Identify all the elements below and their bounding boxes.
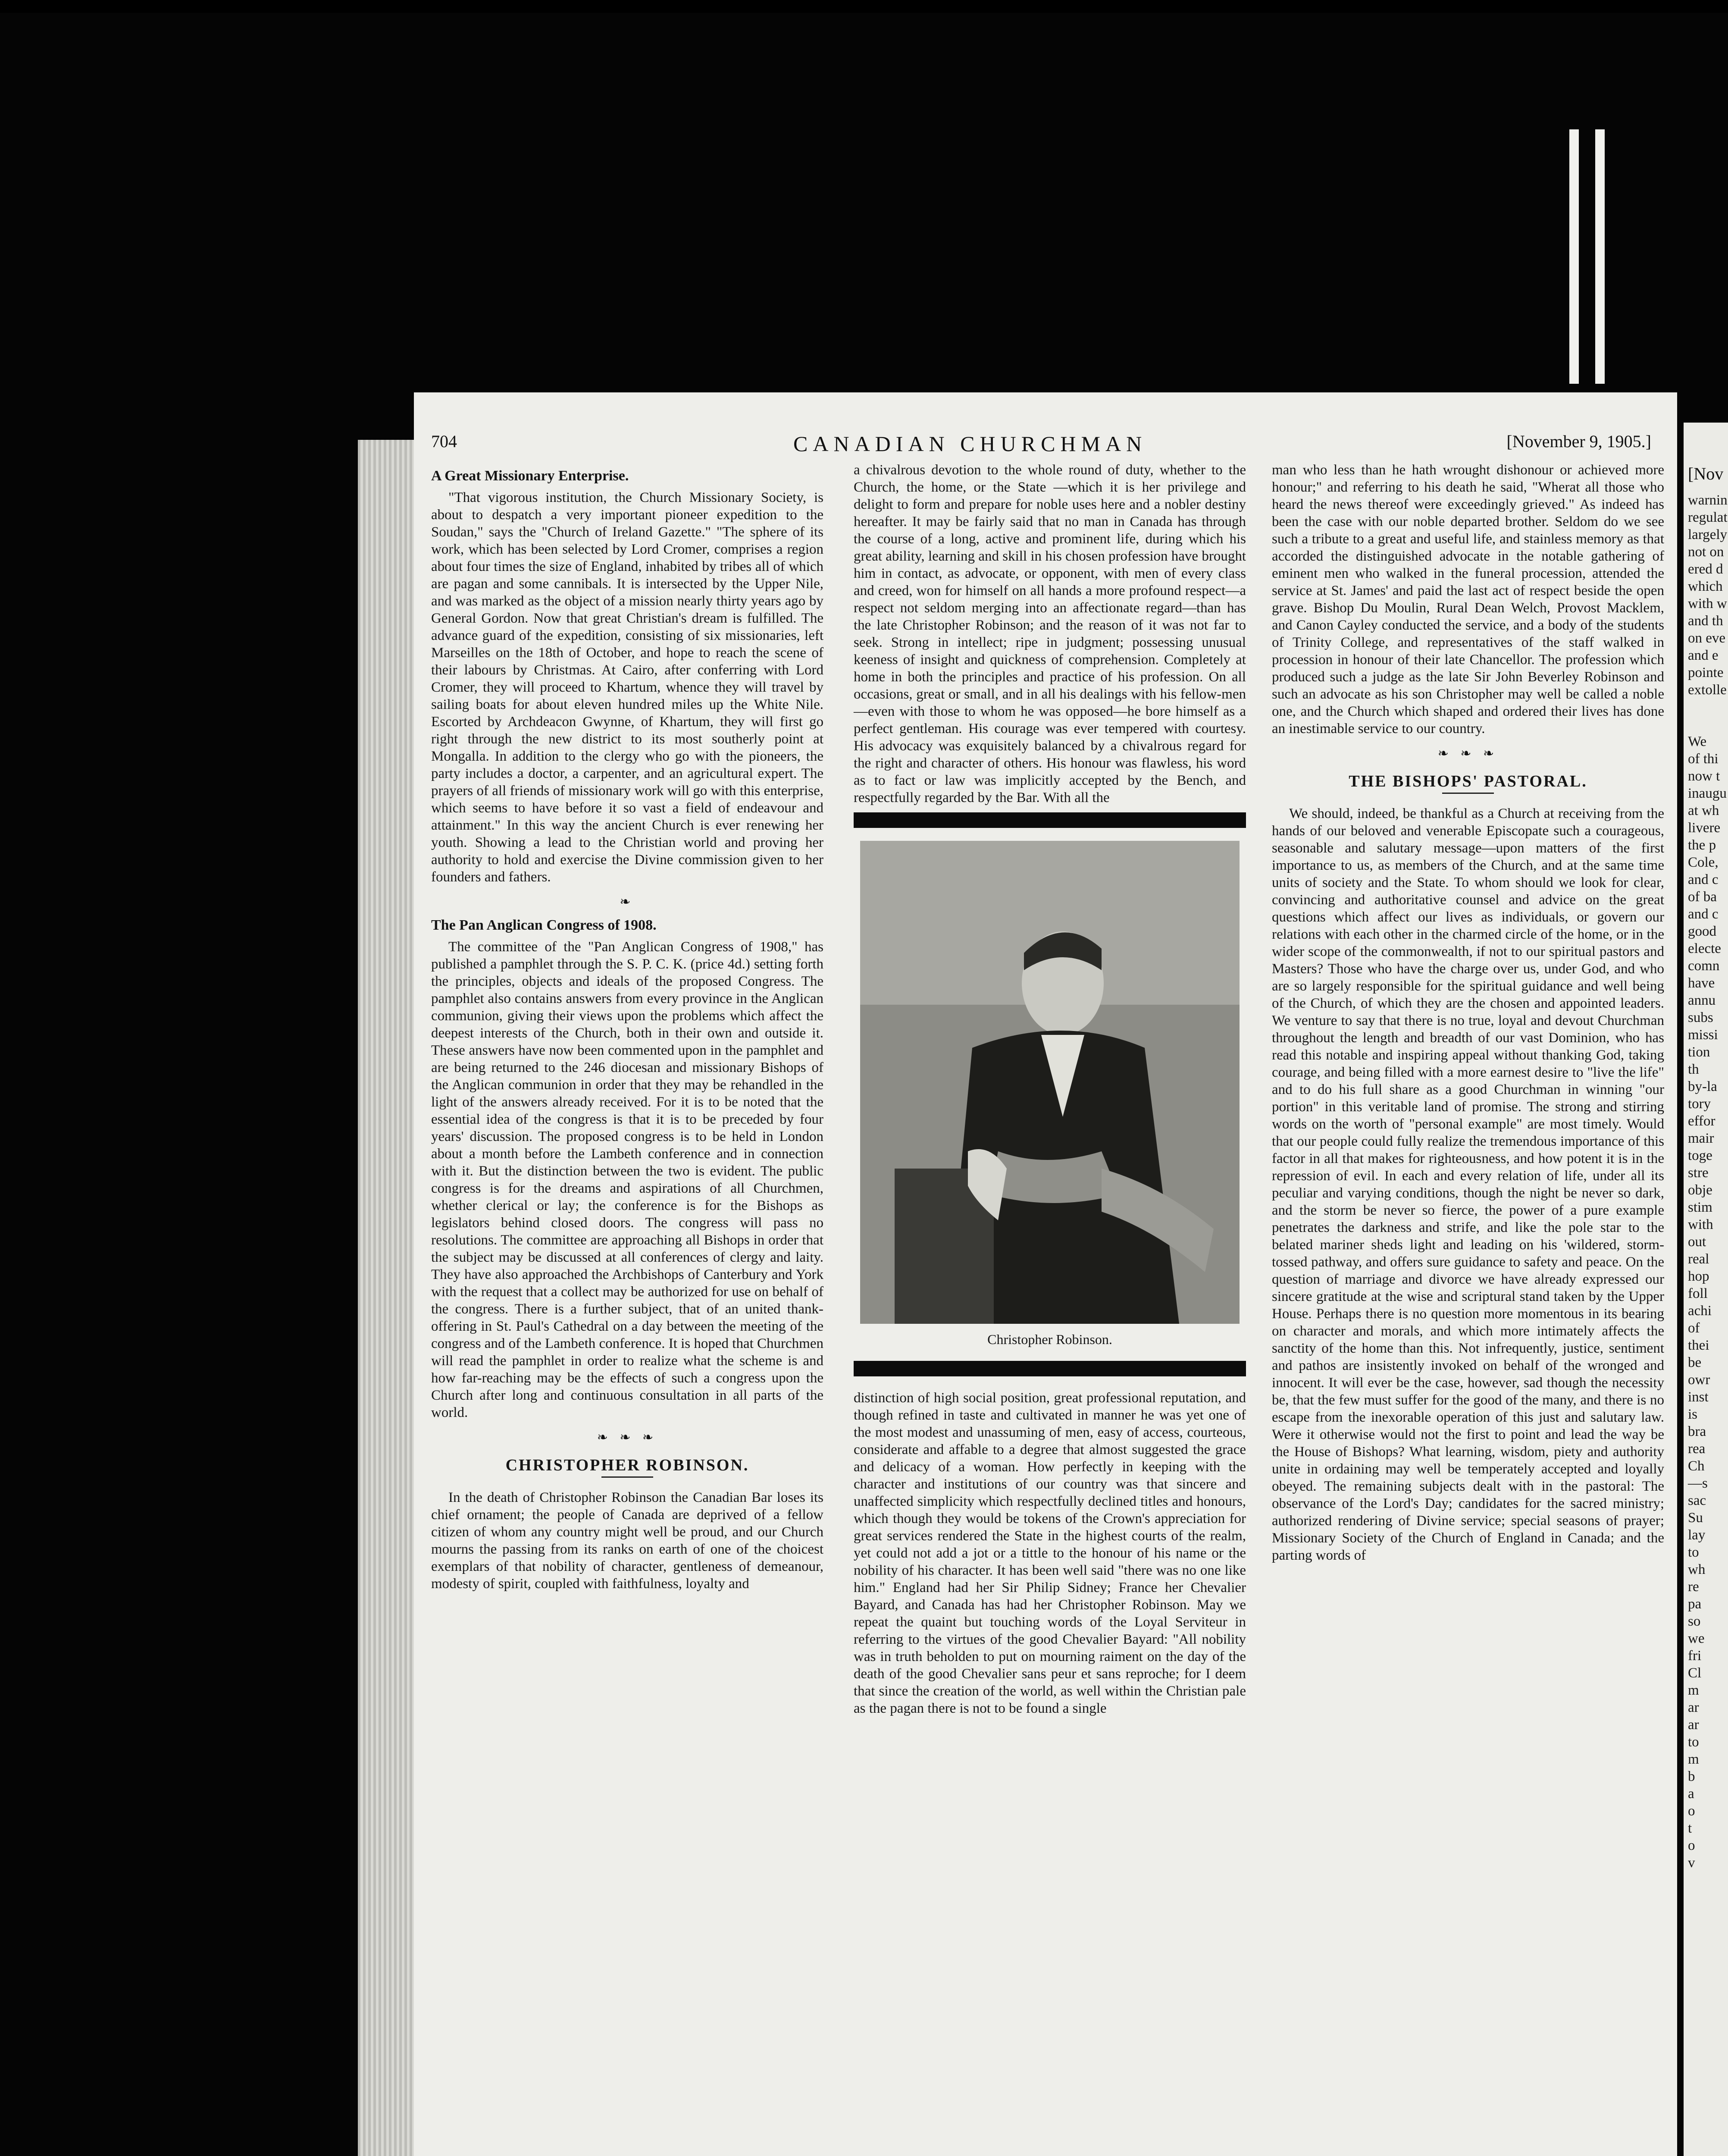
article-body-missionary: "That vigorous institution, the Church Missionary Society, is about to despatch a very important pioneer expedition to the Soudan," says the "Church of Ireland Gazette." "The sphere of its work, which has been selected by Lord Cromer, comprises a region about four times the size of England, inhabited by tribes all of which are pagan and some cannibals. It is intersected by the Upper Nile, and was marked as the object of a mission nearly thirty years ago by General Gordon. Now that great Christian's dream is fulfilled. The advance guard of the expedition, consisting of six missionaries, left Marseilles on the 18th of October, and hope to reach the scene of their labours by Christmas. At Cairo, after conferring with Lord Cromer, they will proceed to Khartum, whence they will travel by sailing boats for about eleven hundred miles up the White Nile. Escorted by Archdeacon Gwynne, of Khartum, they will first go right through the new district to its most southerly point at Mongalla. In addition to the clergy who go with the pioneers, the party includes a doctor, a carpenter, and an agricultural expert. The prayers of all friends of missionary work will go with this enterprise, which seems to have before it so vast a field of endeavour and attainment." In this way the ancient Church is ever renewing her youth. Showing a lead to the Christian world and proving her authority to hold and exercise the Divine commission given to her founders and fathers. <box>431 490 823 885</box>
article-body-robinson-part3: distinction of high social position, great professional reputation, and though refined in taste and cultivated in manner he was yet one of the most modest and unassuming of men, easy of access, courteous, considerate and affable to a degree that almost suggested the grace and delicacy of a woman. How perfectly in keeping with the character and institutions of our country was that sincere and unaffected simplicity which respectfully declined titles and honours, which though they would be tokens of the Crown's appreciation for great services rendered the State in the highest courts of the realm, yet could not add a jot or a tittle to the honour of his name or the nobility of his character. It has been well said "there was no one like him." England had her Sir Philip Sidney; France her Chevalier Bayard, and Canada has had her Christopher Robinson. May we repeat the quaint but touching words of the Loyal Serviteur in referring to the virtues of the good Chevalier Bayard: "All nobility was in truth beholden to put on mourning raiment on the day of the death of the good Chevalier sans peur et sans reproche; for I deem that since the creation of the world, as well within the Christian pale as the pagan there is not to be found a single <box>854 1390 1246 1716</box>
adjacent-page-line: to <box>1688 1734 1699 1750</box>
adjacent-page-line: owr <box>1688 1372 1710 1388</box>
adjacent-page-line: we <box>1688 1631 1705 1646</box>
adjacent-page-line: Su <box>1688 1510 1703 1526</box>
adjacent-page-line: by-la <box>1688 1079 1717 1094</box>
article-body-robinson-part2: a chivalrous devotion to the whole round of duty, whether to the Church, the home, or the State —which it is her privilege and delight to form and prepare for noble uses here and a nobler destiny hereafter. It may be fairly said that no man in Canada has through the course of a long, active and prominent life, during which his great ability, learning and skill in his chosen profession have brought him in contact, as advocate, or opponent, with men of every class and creed, won for himself on all hands a more profound respect—a respect not seldom merging into an affectionate regard—than has the late Christopher Robinson; and the reason of it was not far to seek. Strong in intellect; ripe in judgment; possessing unusual keeness of insight and quickness of comprehension. Completely at home in both the principles and practice of his profession. On all occasions, great or small, and in all his dealings with his fellow-men—even with those to whom he was opposed—he bore himself as a perfect gentleman. His courage was ever tempered with courtesy. His advocacy was exquisitely balanced by a chivalrous regard for the right and character of others. His honour was flawless, his word as to fact or law was implicitly accepted by the Bench, and respectfully regarded by the Bar. With all the <box>854 462 1246 805</box>
adjacent-page-line: extolle <box>1688 682 1727 698</box>
adjacent-page-line: inst <box>1688 1389 1709 1405</box>
adjacent-page-line: livere <box>1688 820 1721 836</box>
adjacent-page-line: toge <box>1688 1148 1712 1163</box>
adjacent-page-line: of ba <box>1688 889 1717 905</box>
adjacent-page-line: which <box>1688 579 1723 594</box>
adjacent-page-line: thei <box>1688 1338 1709 1353</box>
adjacent-page-line: wh <box>1688 1562 1706 1577</box>
adjacent-page-line: ar <box>1688 1700 1699 1715</box>
adjacent-page-line: bra <box>1688 1424 1706 1439</box>
adjacent-page-line: pointe <box>1688 665 1724 680</box>
adjacent-page-line: foll <box>1688 1286 1708 1301</box>
figure-rule-bottom <box>854 1361 1246 1376</box>
adjacent-page-line: m <box>1688 1752 1699 1767</box>
adjacent-page-line: at wh <box>1688 803 1719 818</box>
newspaper-page <box>414 392 1677 2156</box>
adjacent-page-line: tory <box>1688 1096 1711 1112</box>
adjacent-page-line: so <box>1688 1614 1701 1629</box>
adjacent-page-line: to <box>1688 1545 1699 1560</box>
adjacent-page-line: is <box>1688 1407 1698 1422</box>
adjacent-page-line: comn <box>1688 958 1720 974</box>
article-title-congress: The Pan Anglican Congress of 1908. <box>431 917 657 933</box>
adjacent-page-line: stim <box>1688 1200 1712 1215</box>
adjacent-page-line: largely <box>1688 527 1728 542</box>
adjacent-page-line: be <box>1688 1355 1702 1370</box>
article-body-congress: The committee of the "Pan Anglican Congress of 1908," has published a pamphlet through the S. P. C. K. (price 4d.) setting forth the principles, objects and ideals of the proposed Congress. The pamphlet also contains answers from every province in the Anglican communion, giving their views upon the problems which affect the deepest interests of the Church, both in their own and outside it. These answers have now been commented upon in the pamphlet and are being returned to the 246 diocesan and missionary Bishops of the Anglican communion in order that they may be rehandled in the light of the answers already received. For it is to be noted that the essential idea of the congress is that it is to be preceded by four years' discussion. The proposed congress is to be held in London about a month before the Lambeth conference and in connection with it. But the distinction between the two is evident. The public congress is for the dreams and aspirations of all Churchmen, whether clerical or lay; the conference is for the Bishops as legislators behind closed doors. The congress will pass no resolutions. The committee are approaching all Bishops in order that the subject may be discussed at all conferences of clergy and laity. They have also approached the Archbishops of Canterbury and York with the request that a collect may be authorized for use on behalf of the congress. There is a further subject, that of an united thank-offering in St. Paul's Cathedral on a day between the meeting of the congress and of the Lambeth conference. It is hoped that Churchmen will read the pamphlet in order to realize what the scheme is and how far-reaching may be the effects of such a congress upon the Church after long and continuous consultation in all parts of the world. <box>431 939 823 1420</box>
adjacent-page-line <box>1688 699 1728 716</box>
adjacent-page-line: effor <box>1688 1113 1715 1129</box>
film-margin-mark <box>1569 129 1579 384</box>
adjacent-page-line: v <box>1688 1855 1695 1871</box>
adjacent-page-line: achi <box>1688 1303 1712 1319</box>
adjacent-page-line: lay <box>1688 1527 1706 1543</box>
adjacent-page-line: the p <box>1688 837 1716 853</box>
adjacent-page-line: hop <box>1688 1269 1709 1284</box>
title-rule <box>601 1476 653 1478</box>
adjacent-page-line: ar <box>1688 1717 1699 1733</box>
adjacent-page-line: sac <box>1688 1493 1706 1508</box>
film-margin-mark <box>1595 129 1605 384</box>
adjacent-page-line: obje <box>1688 1182 1712 1198</box>
figure-rule-top <box>854 812 1246 828</box>
adjacent-page-line: and c <box>1688 906 1719 922</box>
adjacent-page-line: o <box>1688 1803 1695 1819</box>
portrait-photo <box>860 841 1240 1324</box>
adjacent-page-line: stre <box>1688 1165 1709 1181</box>
column-1 <box>431 461 823 1592</box>
adjacent-page-line: not on <box>1688 544 1724 560</box>
adjacent-page-line: pa <box>1688 1596 1702 1612</box>
article-body-robinson-part1: In the death of Christopher Robinson the Canadian Bar loses its chief ornament; the people of Canada are deprived of a fellow citizen of whom any country might well be proud, and our Church mourns the passing from its ranks on earth of one of the choicest exemplars of that nobility of character, gentleness of demeanour, modesty of spirit, coupled with faithfulness, loyalty and <box>431 1490 823 1592</box>
adjacent-page-line: and th <box>1688 613 1723 629</box>
column-2 <box>854 461 1246 1717</box>
adjacent-page-line: with w <box>1688 596 1727 611</box>
article-title-robinson: CHRISTOPHER ROBINSON. <box>505 1456 749 1474</box>
adjacent-page-line: —s <box>1688 1476 1708 1491</box>
adjacent-page-fragment <box>1684 423 1728 2156</box>
adjacent-page-line: warnin <box>1688 492 1728 508</box>
column-3 <box>1272 461 1664 1564</box>
adjacent-page-line: on eve <box>1688 630 1726 646</box>
article-title-missionary: A Great Missionary Enterprise. <box>431 468 629 484</box>
adjacent-page-line: o <box>1688 1838 1695 1853</box>
adjacent-page-line: We <box>1688 734 1707 749</box>
adjacent-page-line: Cole, <box>1688 855 1719 870</box>
adjacent-page-header: [Nov <box>1688 464 1724 483</box>
adjacent-page-line: b <box>1688 1769 1695 1784</box>
article-title-pastoral: THE BISHOPS' PASTORAL. <box>1349 772 1587 790</box>
adjacent-page-line: mair <box>1688 1131 1714 1146</box>
book-page-edges <box>358 440 418 2156</box>
adjacent-page-line: m <box>1688 1683 1699 1698</box>
adjacent-page-line: t <box>1688 1821 1692 1836</box>
adjacent-page-line: rea <box>1688 1441 1706 1457</box>
adjacent-page-line: subs <box>1688 1010 1713 1025</box>
adjacent-page-line: Cl <box>1688 1665 1702 1681</box>
adjacent-page-text <box>1688 492 1728 1871</box>
adjacent-page-line <box>1688 716 1728 733</box>
adjacent-page-line: good <box>1688 924 1716 939</box>
adjacent-page-line: electe <box>1688 941 1721 956</box>
article-body-pastoral: We should, indeed, be thankful as a Church at receiving from the hands of our beloved and venerable Episcopate such a courageous, seasonable and salutary message—upon matters of the first importance to us, as members of the Church, and at the same time units of society and the State. To whom should we look for clear, convincing and authoritative counsel and advice on the great questions which affect our lives as individuals, or govern our relations with each other in the charmed circle of the home, or in the wider scope of the commonwealth, if not to our spiritual pastors and Masters? Those who have the charge over us, under God, and who are so largely responsible for the spiritual guidance and well being of the Church, of which they are the chosen and appointed leaders. We venture to say that there is no true, loyal and devout Churchman throughout the length and breadth of our vast Dominion, who has read this notable and inspiring appeal without thanking God, taking courage, and being filled with a more earnest desire to "live the life" and to do his full share as a good Churchman in winning "our portion" in this veritable land of promise. The strong and stirring words on the worth of "personal example" are most timely. Would that our people could fully realize the tremendous importance of this factor in all that makes for righteousness, and how potent it is in the repression of evil. In each and every relation of life, under all its peculiar and varying conditions, though the night be never so dark, and the storm be never so fierce, the power of a pure example penetrates the darkness and strife, and like the pole star to the belated mariner sheds light and leading on his 'wildered, storm-tossed pathway, and offers sure guidance to safety and peace. On the question of marriage and divorce we have already expressed our sincere gratitude at the wise and scriptural stand taken by the Upper House. Perhaps there is no question more momentous in its bearing on character and morals, and which more intimately affects the sanctity of the home than this. Not infrequently, justice, sentiment and pathos are insistently invoked on behalf of the wronged and innocent. It will ever be the case, however, sad though the necessity be, that the few must suffer for the good of the many, and there is no escape from the inexorable operation of this just and salutary law. Were it otherwise would not the first to point and lead the way be the House of Bishops? What learning, wisdom, piety and authority unite in ordaining may well be temperately accepted and loyally obeyed. The remaining subjects dealt with in the pastoral: The observance of the Lord's Day; candidates for the sacred ministry; authorized rendering of Divine service; special seasons of prayer; Missionary Society of the Church of England in Canada; and the parting words of <box>1272 806 1664 1563</box>
adjacent-page-line: and e <box>1688 648 1719 663</box>
adjacent-page-line: Ch <box>1688 1458 1705 1474</box>
journal-title: CANADIAN CHURCHMAN <box>793 432 1147 456</box>
adjacent-page-line: th <box>1688 1062 1699 1077</box>
adjacent-page-line: missi <box>1688 1027 1718 1043</box>
adjacent-page-line: with <box>1688 1217 1713 1232</box>
ornament-divider: ❧ ❧ ❧ <box>1437 746 1499 761</box>
adjacent-page-line: now t <box>1688 768 1720 784</box>
adjacent-page-line: inaugu <box>1688 786 1727 801</box>
adjacent-page-line: and c <box>1688 872 1719 887</box>
portrait-caption: Christopher Robinson. <box>987 1332 1112 1347</box>
adjacent-page-line: out <box>1688 1234 1706 1250</box>
adjacent-page-line: regulat <box>1688 510 1728 525</box>
adjacent-page-line: fri <box>1688 1648 1702 1664</box>
scan-top-band <box>0 0 1728 13</box>
page-number: 704 <box>431 432 457 451</box>
adjacent-page-line: re <box>1688 1579 1699 1595</box>
ornament-divider: ❧ <box>620 895 635 909</box>
portrait-figure <box>856 841 1244 1348</box>
adjacent-page-line: of <box>1688 1320 1700 1336</box>
adjacent-page-line: real <box>1688 1251 1709 1267</box>
adjacent-page-line: have <box>1688 975 1715 991</box>
adjacent-page-line: tion <box>1688 1044 1710 1060</box>
article-body-robinson-part4: man who less than he hath wrought dishonour or achieved more honour;" and referring to his death he said, "Wherat all those who heard the news thereof were exceedingly grieved." As indeed has been the case with our noble departed brother. Seldom do we see such a tribute to a great and useful life, and stainless memory as that accorded the distinguished advocate in the notable gathering of eminent men who walked in the funeral procession, attended the service at St. James' and paid the last act of respect beside the open grave. Bishop Du Moulin, Rural Dean Welch, Provost Macklem, and Canon Cayley conducted the service, and a body of the students of Trinity College, and representatives of the staff walked in procession in honour of their late Chancellor. The profession which produced such a judge as the late Sir John Beverley Robinson and such an advocate as his son Christopher may well be called a noble one, and the Church which shaped and ordered their lives has done an inestimable service to our country. <box>1272 462 1664 736</box>
adjacent-page-line: a <box>1688 1786 1694 1802</box>
adjacent-page-line: annu <box>1688 993 1716 1008</box>
title-rule <box>1442 793 1494 794</box>
ornament-divider: ❧ ❧ ❧ <box>597 1430 658 1445</box>
issue-date: [November 9, 1905.] <box>1506 432 1651 451</box>
adjacent-page-line: ered d <box>1688 561 1723 577</box>
adjacent-page-line: of thi <box>1688 751 1719 767</box>
